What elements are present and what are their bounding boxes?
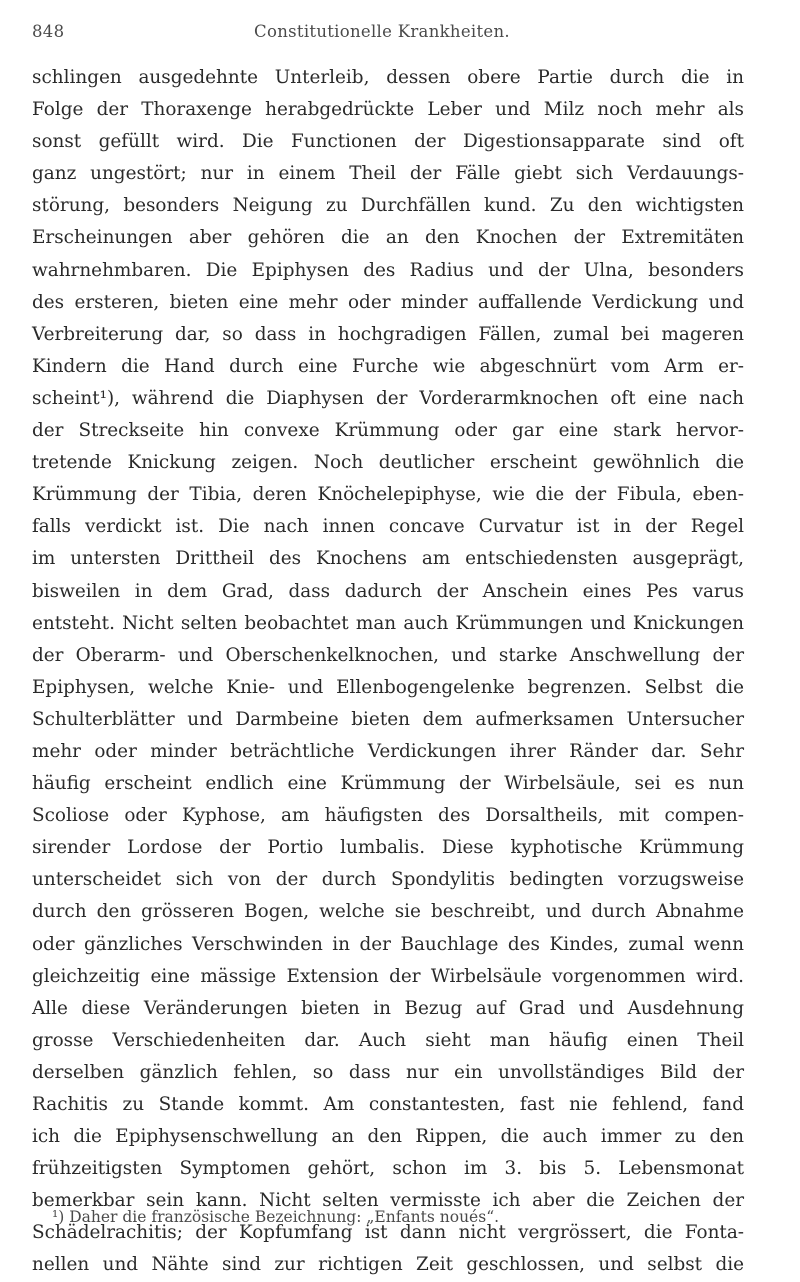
text-line: störung, besonders Neigung zu Durchfällen kund. Zu den wichtigsten: [32, 195, 744, 217]
text-line: im untersten Drittheil des Knochens am entschiedensten ausgeprägt,: [32, 548, 744, 570]
text-line: des ersteren, bieten eine mehr oder minder auffallende Verdickung und: [32, 291, 744, 313]
text-line: Alle diese Veränderungen bieten in Bezug auf Grad und Ausdehnung: [32, 997, 744, 1019]
text-line: oder gänzliches Verschwinden in der Bauchlage des Kindes, zumal wenn: [32, 933, 744, 955]
body-text: [32, 62, 744, 1282]
text-line: Scoliose oder Kyphose, am häufigsten des Dorsaltheils, mit compen-: [32, 805, 744, 827]
text-line: ich die Epiphysenschwellung an den Rippen, die auch immer zu den: [32, 1126, 744, 1148]
text-line: häufig erscheint endlich eine Krümmung der Wirbelsäule, sei es nun: [32, 773, 744, 795]
text-line: bisweilen in dem Grad, dass dadurch der Anschein eines Pes varus: [32, 580, 744, 602]
text-line: Folge der Thoraxenge herabgedrückte Leber und Milz noch mehr als: [32, 99, 744, 121]
text-line: Schulterblätter und Darmbeine bieten dem aufmerksamen Untersucher: [32, 708, 744, 730]
text-line: Rachitis zu Stande kommt. Am constantesten, fast nie fehlend, fand: [32, 1094, 744, 1115]
text-line: grosse Verschiedenheiten dar. Auch sieht man häufig einen Theil: [32, 1029, 744, 1051]
text-line: unterscheidet sich von der durch Spondylitis bedingten vorzugsweise: [32, 869, 744, 891]
page-number: 848: [32, 22, 65, 41]
text-line: Verbreiterung dar, so dass in hochgradigen Fällen, zumal bei mageren: [32, 323, 744, 345]
text-line: bemerkbar sein kann. Nicht selten vermisste ich aber die Zeichen der: [32, 1190, 744, 1212]
text-line: derselben gänzlich fehlen, so dass nur ein unvollständiges Bild der: [32, 1061, 744, 1083]
text-line: sonst gefüllt wird. Die Functionen der Digestionsapparate sind oft: [32, 131, 744, 153]
text-line: ganz ungestört; nur in einem Theil der Fälle giebt sich Verdauungs-: [32, 163, 744, 185]
text-line: Kindern die Hand durch eine Furche wie abgeschnürt vom Arm er-: [32, 355, 744, 377]
text-line: sirender Lordose der Portio lumbalis. Diese kyphotische Krümmung: [32, 837, 744, 859]
text-line: frühzeitigsten Symptomen gehört, schon im 3. bis 5. Lebensmonat: [32, 1158, 744, 1180]
text-line: schlingen ausgedehnte Unterleib, dessen obere Partie durch die in: [32, 67, 744, 88]
text-line: Krümmung der Tibia, deren Knöchelepiphyse, wie die der Fibula, eben-: [32, 484, 744, 506]
text-line: mehr oder minder beträchtliche Verdickungen ihrer Ränder dar. Sehr: [32, 740, 744, 762]
page-header: [32, 22, 732, 50]
running-title: Constitutionelle Krankheiten.: [254, 22, 510, 41]
text-line: der Oberarm- und Oberschenkelknochen, und starke Anschwellung der: [32, 644, 744, 666]
text-line: gleichzeitig eine mässige Extension der Wirbelsäule vorgenommen wird.: [32, 965, 744, 987]
text-line: wahrnehmbaren. Die Epiphysen des Radius und der Ulna, besonders: [32, 259, 744, 281]
text-line: Schädelrachitis; der Kopfumfang ist dann nicht vergrössert, die Fonta-: [32, 1222, 744, 1244]
footnote: ¹) Daher die französische Bezeichnung: „Enfants noués“.: [52, 1208, 500, 1226]
text-line: entsteht. Nicht selten beobachtet man auch Krümmungen und Knickungen: [32, 612, 744, 634]
text-line: falls verdickt ist. Die nach innen concave Curvatur ist in der Regel: [32, 516, 744, 538]
text-line: scheint¹), während die Diaphysen der Vorderarmknochen oft eine nach: [32, 387, 744, 409]
text-line: Epiphysen, welche Knie- und Ellenbogengelenke begrenzen. Selbst die: [32, 676, 744, 698]
text-line: der Streckseite hin convexe Krümmung oder gar eine stark hervor-: [32, 420, 744, 442]
text-line: Erscheinungen aber gehören die an den Knochen der Extremitäten: [32, 227, 744, 249]
text-line: tretende Knickung zeigen. Noch deutlicher erscheint gewöhnlich die: [32, 452, 744, 474]
text-line: durch den grösseren Bogen, welche sie beschreibt, und durch Abnahme: [32, 901, 744, 923]
text-line: nellen und Nähte sind zur richtigen Zeit geschlossen, und selbst die: [32, 1254, 744, 1276]
